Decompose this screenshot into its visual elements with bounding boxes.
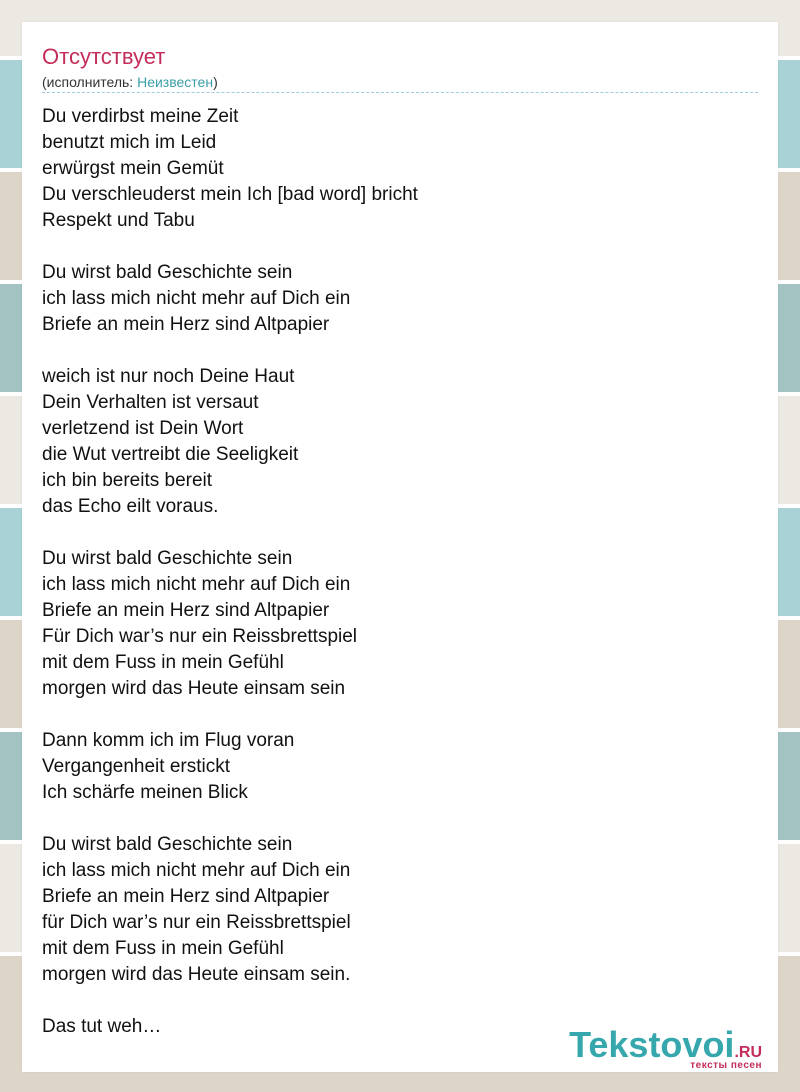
stanza-gap	[42, 702, 742, 728]
title-divider	[42, 92, 758, 93]
lyric-line: ich lass mich nicht mehr auf Dich ein	[42, 860, 351, 881]
lyric-line: das Echo eilt voraus.	[42, 496, 219, 517]
stanza-gap	[42, 234, 742, 260]
lyric-line: Für Dich war’s nur ein Reissbrettspiel	[42, 626, 358, 647]
lyrics-body	[42, 104, 742, 1040]
lyric-line: Dein Verhalten ist versaut	[42, 392, 259, 413]
lyric-line: Du verdirbst meine Zeit	[42, 106, 239, 127]
lyrics-card	[22, 22, 778, 1072]
lyric-line: Briefe an mein Herz sind Altpapier	[42, 314, 330, 335]
song-title: Отсутствует	[42, 44, 166, 69]
site-logo[interactable]	[569, 1026, 762, 1071]
lyric-line: Ich schärfe meinen Blick	[42, 782, 248, 803]
stanza-gap	[42, 988, 742, 1014]
lyric-line: Briefe an mein Herz sind Altpapier	[42, 886, 330, 907]
lyric-line: ich bin bereits bereit	[42, 470, 213, 491]
stanza-gap	[42, 806, 742, 832]
logo-tld: .RU	[734, 1044, 762, 1061]
lyric-line: mit dem Fuss in mein Gefühl	[42, 652, 284, 673]
lyric-line: ich lass mich nicht mehr auf Dich ein	[42, 288, 351, 309]
lyric-line: weich ist nur noch Deine Haut	[42, 366, 295, 387]
lyric-line: Dann komm ich im Flug voran	[42, 730, 295, 751]
artist-prefix: (исполнитель:	[42, 74, 138, 90]
artist-line	[42, 73, 218, 91]
lyric-line: morgen wird das Heute einsam sein.	[42, 964, 351, 985]
stanza-gap	[42, 338, 742, 364]
lyric-line: verletzend ist Dein Wort	[42, 418, 244, 439]
lyric-line: Du wirst bald Geschichte sein	[42, 834, 293, 855]
lyric-line: Briefe an mein Herz sind Altpapier	[42, 600, 330, 621]
lyric-line: Das tut weh…	[42, 1016, 162, 1037]
artist-link[interactable]: Неизвестен	[137, 74, 214, 90]
lyric-line: für Dich war’s nur ein Reissbrettspiel	[42, 912, 351, 933]
lyric-line: benutzt mich im Leid	[42, 132, 217, 153]
lyric-line: die Wut vertreibt die Seeligkeit	[42, 444, 299, 465]
lyric-line: Du wirst bald Geschichte sein	[42, 548, 293, 569]
lyric-line: Du verschleuderst mein Ich [bad word] bricht	[42, 184, 418, 205]
lyric-line: Vergangenheit erstickt	[42, 756, 231, 777]
lyric-line: ich lass mich nicht mehr auf Dich ein	[42, 574, 351, 595]
logo-tagline: тексты песен	[690, 1060, 762, 1071]
lyric-line: mit dem Fuss in mein Gefühl	[42, 938, 284, 959]
lyric-line: morgen wird das Heute einsam sein	[42, 678, 346, 699]
lyric-line: erwürgst mein Gemüt	[42, 158, 224, 179]
stanza-gap	[42, 520, 742, 546]
logo-brand: Tekstovoi	[569, 1024, 735, 1065]
lyric-line: Du wirst bald Geschichte sein	[42, 262, 293, 283]
artist-suffix: )	[213, 74, 218, 90]
lyric-line: Respekt und Tabu	[42, 210, 195, 231]
